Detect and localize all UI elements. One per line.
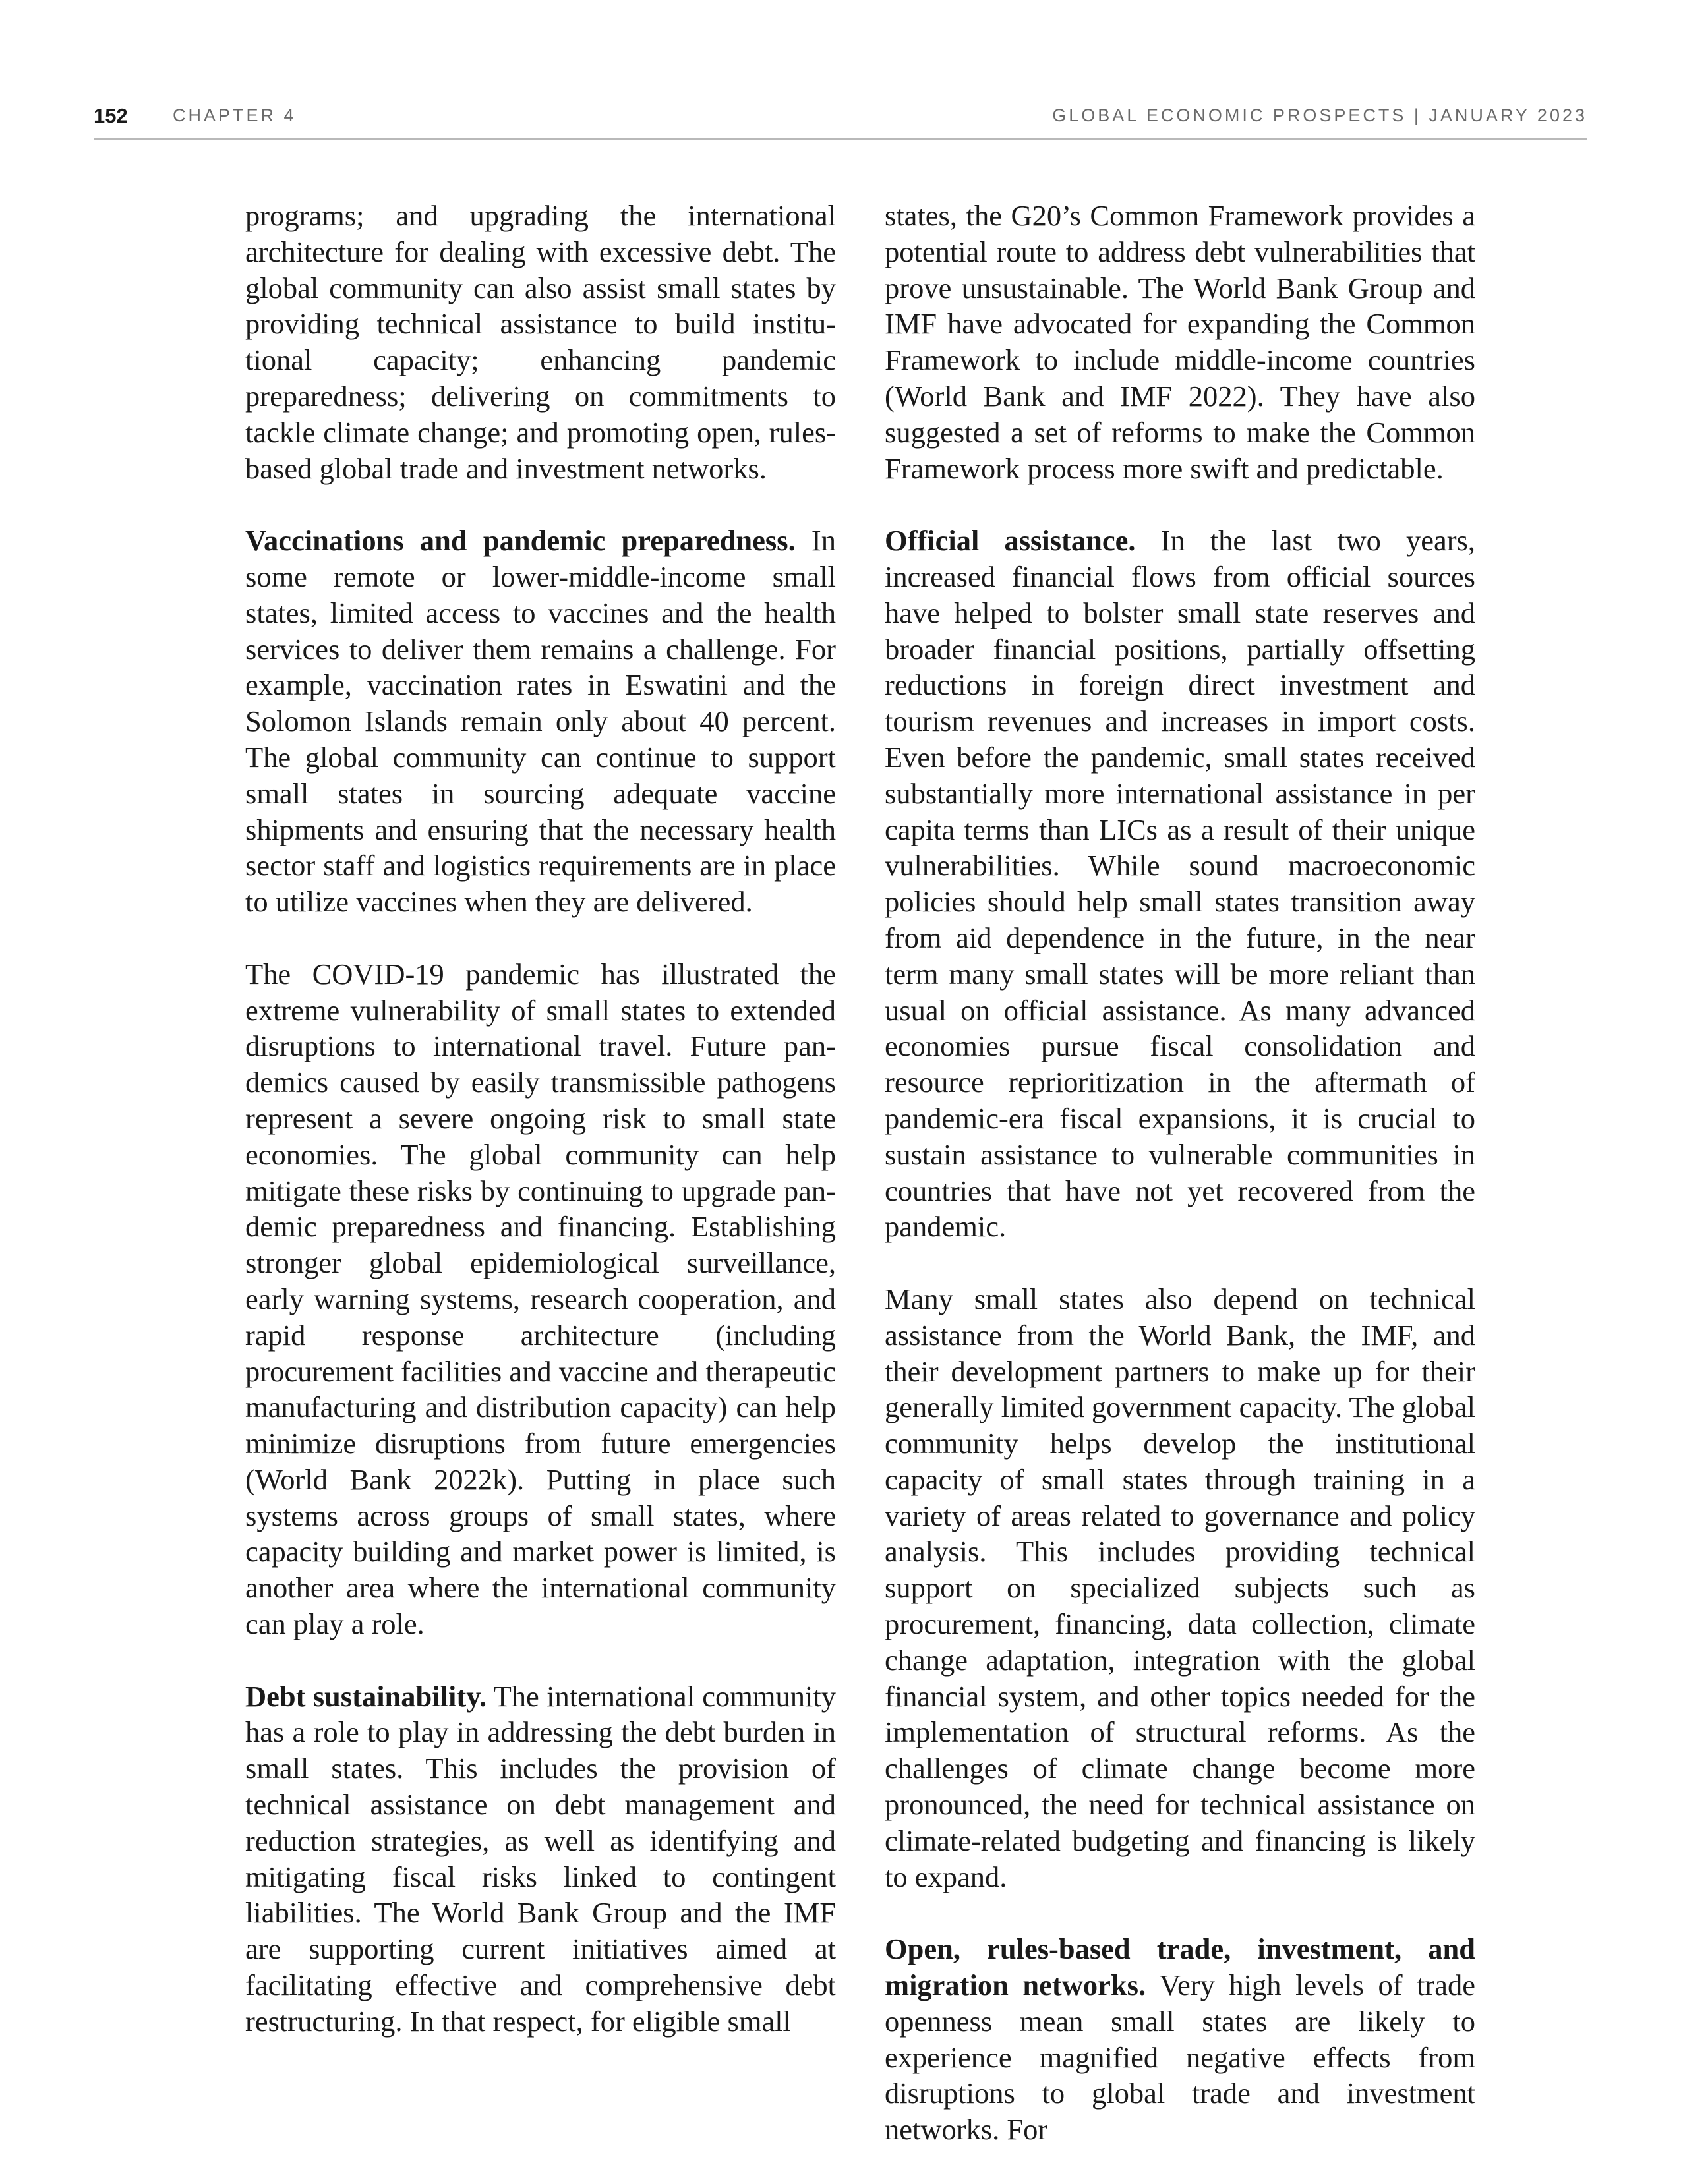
paragraph-heading: Open, rules-based trade, investment, and migration networks. — [885, 1932, 1475, 2002]
paragraph — [885, 523, 1475, 1245]
paragraph-heading: Official assistance. — [885, 524, 1136, 558]
paragraph — [245, 1679, 836, 2040]
running-title: GLOBAL ECONOMIC PROSPECTS | JANUARY 2023 — [1052, 105, 1587, 125]
paragraph-heading: Debt sustainability. — [245, 1679, 487, 1713]
right-column — [885, 198, 1475, 2184]
paragraph: programs; and upgrading the international architecture for dealing with excessive debt. The global community can also assist small states by providing technical assistance to build institutional capacity; enhancing pandemic preparedness; delivering on commitments to tackle climate change; and promoting open, rules-based global trade and investment networks. — [245, 199, 836, 485]
paragraph-heading: Vaccinations and pandemic preparedness. — [245, 524, 796, 558]
paragraph: The COVID-19 pandemic has illustrated the extreme vulnerability of small states to extended disruptions to international travel. Future pandemics caused by easily transmissible pathogens represent a severe ongoing risk to small state economies. The global community can help mitigate these risks by continuing to upgrade pandemic preparedness and financing. Establishing stronger global epidemiological surveillance, early warning systems, research cooperation, and rapid response architecture (including procurement facilities and vaccine and therapeutic manufacturing and distribution capacity) can help minimize disruptions from future emergencies (World Bank 2022k). Putting in place such systems across groups of small states, where capacity building and market power is limited, is another area where the international community can play a role. — [245, 957, 836, 1641]
paragraph: states, the G20’s Common Framework provides a potential route to address debt vulnerabilities that prove unsustainable. The World Bank Group and IMF have advocated for expanding the Common Framework to include middle-income countries (World Bank and IMF 2022). They have also suggested a set of reforms to make the Common Framework process more swift and predictable. — [885, 199, 1475, 485]
chapter-label: CHAPTER 4 — [173, 105, 297, 125]
paragraph — [885, 1931, 1475, 2148]
left-column — [245, 198, 836, 2075]
page-number: 152 — [94, 104, 128, 127]
paragraph-body: Very high levels of trade openness mean small states are likely to experience magnified negative effects from disruptions to global trade and investment networks. For — [885, 1968, 1475, 2146]
paragraph-body: The international community has a role to play in addressing the debt burden in small states. This includes the provision of technical assistance on debt management and reduction strategies, as well as identifying and mitigating fiscal risks linked to contingent liabilities. The World Bank Group and the IMF are supporting current initiatives aimed at facilitating effective and comprehensive debt restructuring. In that respect, for eligible small — [245, 1679, 836, 2038]
page-header — [94, 104, 1587, 140]
paragraph: Many small states also depend on technical assistance from the World Bank, the IMF, and their development partners to make up for their generally limited government capacity. The global community helps develop the institutional capacity of small states through training in a variety of areas related to governance and policy analysis. This includes providing technical support on specialized subjects such as procurement, financing, data collection, climate change adaptation, integration with the global financial system, and other topics needed for the implementation of structural reforms. As the challenges of climate change become more pronounced, the need for technical assistance on climate-related budgeting and financing is likely to expand. — [885, 1282, 1475, 1893]
paragraph-body: In some remote or lower-middle-income small states, limited access to vaccines and the health services to deliver them remains a challenge. For example, vaccination rates in Eswatini and the Solomon Islands remain only about 40 percent. The global community can continue to support small states in sourcing adequate vaccine shipments and ensuring that the necessary health sector staff and logistics requirements are in place to utilize vaccines when they are delivered. — [245, 524, 837, 919]
paragraph-body: In the last two years, increased financial flows from official sources have helped to bolster small state reserves and broader financial positions, partially offsetting reductions in foreign direct investment and tourism revenues and increases in import costs. Even before the pandemic, small states received substantially more international assistance in per capita terms than LICs as a result of their unique vulnerabilities. While sound macroeconomic policies should help small states transition away from aid dependence in the future, in the near term many small states will be more reliant than usual on official assistance. As many advanced economies pursue fiscal consolidation and resource reprioritization in the aftermath of pandemic-era fiscal expansions, it is crucial to sustain assistance to vulnerable communities in countries that have not yet recovered from the pandemic. — [885, 524, 1475, 1244]
paragraph — [245, 523, 836, 920]
